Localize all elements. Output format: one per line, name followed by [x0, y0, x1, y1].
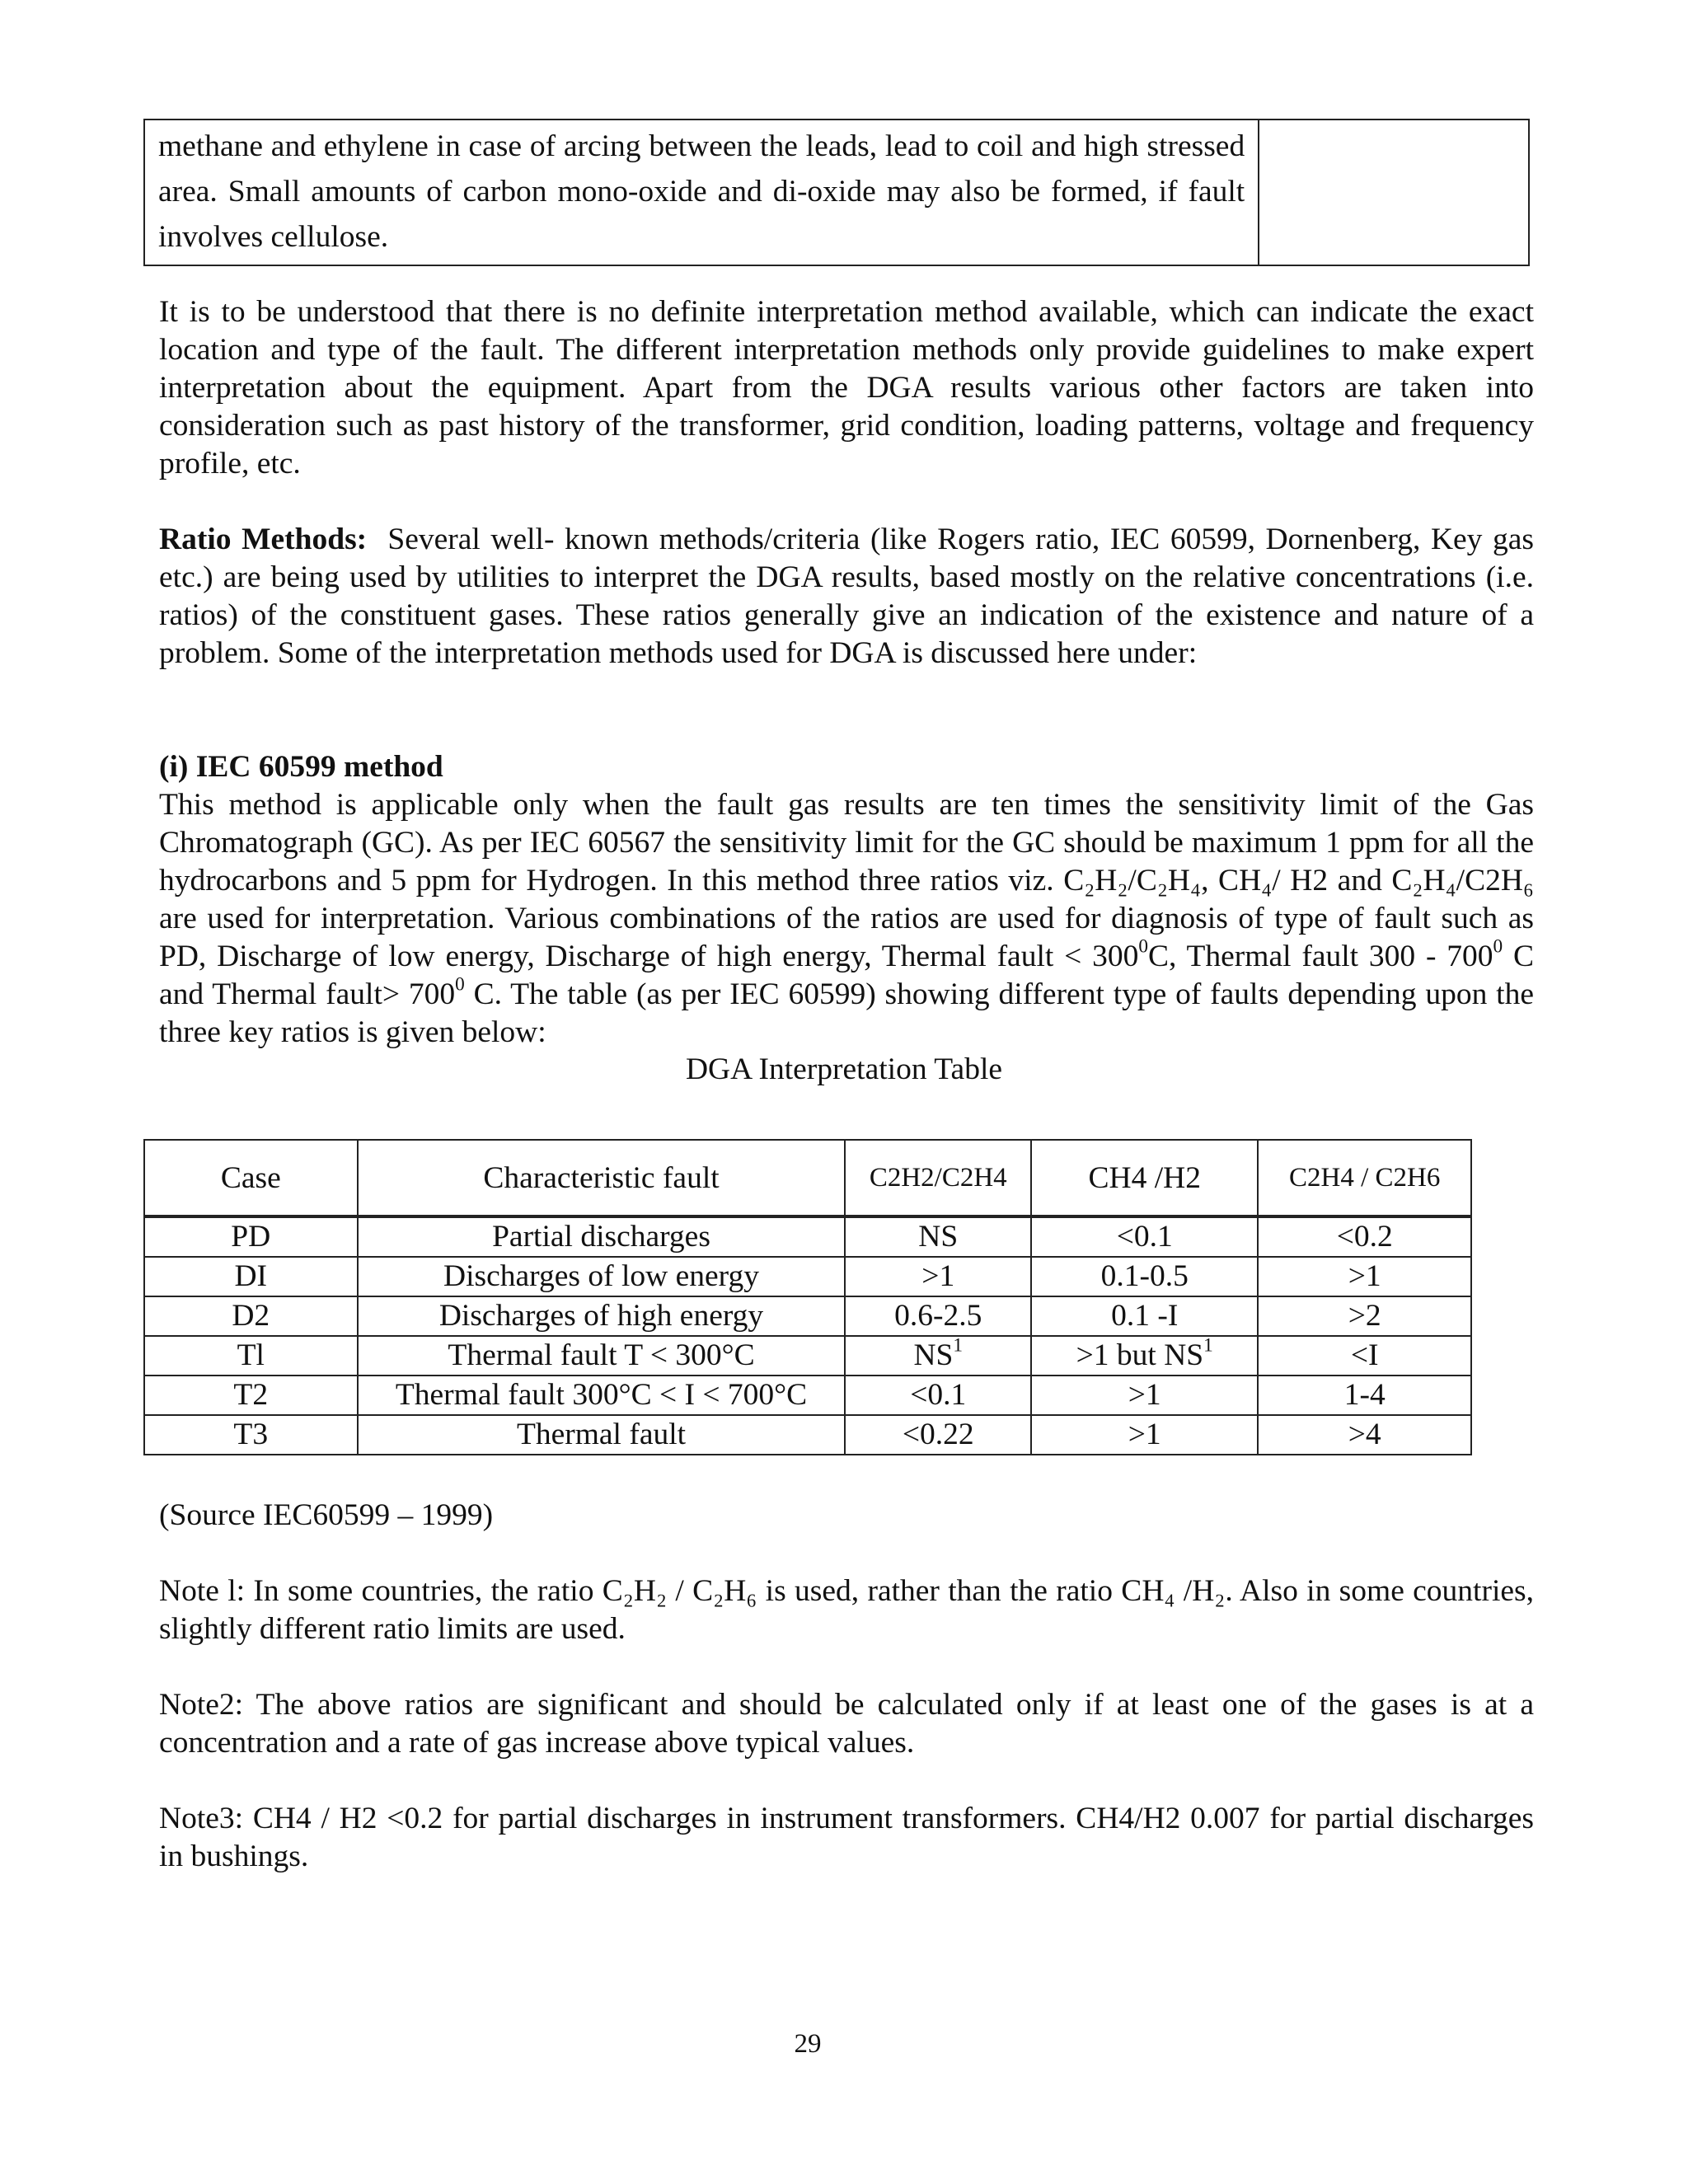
- cell-ratio-c2h2-c2h4: [845, 1336, 1031, 1376]
- cell-ratio-c2h4-c2h6: <0.2: [1258, 1216, 1471, 1257]
- cell-ratio-ch4-h2: >1: [1031, 1376, 1258, 1415]
- empty-cell: [1259, 120, 1529, 265]
- degree-superscript: 0: [1138, 935, 1148, 958]
- cell-ratio-c2h2-c2h4: <0.22: [845, 1415, 1031, 1455]
- cell-fault: Discharges of low energy: [358, 1257, 846, 1296]
- cell-ratio-c2h4-c2h6: 1-4: [1258, 1376, 1471, 1415]
- cell-ratio-ch4-h2: 0.1-0.5: [1031, 1257, 1258, 1296]
- dga-interpretation-table: [143, 1139, 1472, 1455]
- intro-paragraph: It is to be understood that there is no definite interpretation method available, which can indicate the exact location and type of the fault. The different interpretation methods only provide guidelines to make expert interpretation about the equipment. Apart from the DGA results various other factors are taken into consideration such as past history of the transformer, grid condition, loading patterns, voltage and frequency profile, etc.: [159, 295, 1534, 480]
- cell-fault: Thermal fault 300°C < I < 700°C: [358, 1376, 846, 1415]
- footnote-marker: 1: [1203, 1334, 1213, 1357]
- cell-ratio-c2h4-c2h6: >1: [1258, 1257, 1471, 1296]
- table-header-row: [144, 1140, 1471, 1216]
- table-row: [144, 1336, 1471, 1376]
- cell-ratio-c2h4-c2h6: <I: [1258, 1336, 1471, 1376]
- degree-superscript: 0: [455, 973, 465, 996]
- cell-ratio-ch4-h2: >1: [1031, 1415, 1258, 1455]
- table-row: [144, 1216, 1471, 1257]
- iec-ratio-2: C₂H₄/C2H₆: [1391, 864, 1534, 898]
- cell-ratio-c2h4-c2h6: >2: [1258, 1296, 1471, 1336]
- cell-case: Tl: [144, 1336, 358, 1376]
- cell-fault: Partial discharges: [358, 1216, 846, 1257]
- cell-ratio-c2h2-c2h4: 0.6-2.5: [845, 1296, 1031, 1336]
- ratio-methods-paragraph: [159, 521, 1534, 673]
- table-row: [144, 1296, 1471, 1336]
- ratio-methods-body: Several well- known methods/criteria (like Rogers ratio, IEC 60599, Dornenberg, Key gas etc.) are being used by utilities to interpret the DGA results, based mostly on the relative concentrations (i.e. ratios) of the constituent gases. These ratios generally give an indication of the existence and nature of a problem. Some of the interpretation methods used for DGA is discussed here under:: [159, 523, 1535, 670]
- cell-ratio-c2h2-c2h4: NS: [845, 1216, 1031, 1257]
- iec-method-body: [159, 786, 1534, 1052]
- footnote-marker: 1: [953, 1334, 964, 1357]
- continuation-table: [143, 119, 1530, 266]
- cell-ratio-c2h2-c2h4: >1: [845, 1257, 1031, 1296]
- cell-ratio-c2h4-c2h6: >4: [1258, 1415, 1471, 1455]
- cell-case: T2: [144, 1376, 358, 1415]
- cell-case: D2: [144, 1296, 358, 1336]
- table-caption: DGA Interpretation Table: [685, 1052, 1003, 1086]
- iec-ratio-1: C₂H₂/C₂H₄, CH₄/ H2: [1063, 864, 1329, 898]
- source-note: (Source IEC60599 – 1999): [159, 1498, 494, 1532]
- cell-ratio-ch4-h2: <0.1: [1031, 1216, 1258, 1257]
- table-row: [144, 120, 1529, 265]
- page-number: 29: [794, 2029, 822, 2059]
- header-ch4-h2: CH4 /H2: [1031, 1140, 1258, 1216]
- iec-body-part4: C and Thermal fault> 700: [159, 940, 1535, 1011]
- cell-ratio-ch4-h2: 0.1 -I: [1031, 1296, 1258, 1336]
- table-row: [144, 1415, 1471, 1455]
- cell-case: T3: [144, 1415, 358, 1455]
- ratio-methods-heading: Ratio Methods:: [159, 523, 368, 556]
- cell-ratio-ch4-h2: [1031, 1336, 1258, 1376]
- iec-body-part1: This method is applicable only when the fault gas results are ten times the sensitivity limit of the Gas Chromatograph (GC). As per IEC 60567 the sensitivity limit for the GC should be maximum 1 ppm for all the hydrocarbons and 5 ppm for Hydrogen. In this method three ratios viz.: [159, 788, 1534, 898]
- cell-fault: Thermal fault T < 300°C: [358, 1336, 846, 1376]
- cell-ratio-c2h2-c2h4: <0.1: [845, 1376, 1031, 1415]
- cell-fault: Thermal fault: [358, 1415, 846, 1455]
- note-3: Note3: CH4 / H2 <0.2 for partial discharges in instrument transformers. CH4/H2 0.007 for partial discharges in bushings.: [159, 1802, 1534, 1873]
- note-2: Note2: The above ratios are significant and should be calculated only if at least one of the gases is at a concentration and a rate of gas increase above typical values.: [159, 1688, 1534, 1760]
- table-row: [144, 1257, 1471, 1296]
- cell-case: DI: [144, 1257, 358, 1296]
- iec-body-part3: C, Thermal fault 300 - 700: [1147, 940, 1493, 973]
- header-c2h4-c2h6: C2H4 / C2H6: [1258, 1140, 1471, 1216]
- cell-value: NS: [913, 1338, 954, 1372]
- header-case: Case: [144, 1140, 358, 1216]
- iec-method-heading: (i) IEC 60599 method: [159, 750, 443, 784]
- header-characteristic-fault: Characteristic fault: [358, 1140, 846, 1216]
- cell-value: >1 but NS: [1076, 1338, 1204, 1372]
- note-1: Note l: In some countries, the ratio C₂H₂ / C₂H₆ is used, rather than the ratio CH₄ /H₂. Also in some countries, slightly different ratio limits are used.: [159, 1574, 1534, 1646]
- continuation-text: methane and ethylene in case of arcing between the leads, lead to coil and high stressed area. Small amounts of carbon mono-oxide and di-oxide may also be formed, if fault involves cellulose.: [144, 120, 1259, 265]
- degree-superscript: 0: [1493, 935, 1503, 958]
- cell-fault: Discharges of high energy: [358, 1296, 846, 1336]
- header-c2h2-c2h4: C2H2/C2H4: [845, 1140, 1031, 1216]
- cell-case: PD: [144, 1216, 358, 1257]
- iec-body-part5: C. The table (as per IEC 60599) showing different type of faults depending upon the three key ratios is given below:: [159, 977, 1534, 1049]
- table-row: [144, 1376, 1471, 1415]
- iec-ratio-conj: and: [1337, 864, 1382, 898]
- iec-body-part2: are used for interpretation. Various combinations of the ratios are used for diagnosis of type of fault such as PD, Discharge of low energy, Discharge of high energy, Thermal fault < 300: [159, 902, 1534, 973]
